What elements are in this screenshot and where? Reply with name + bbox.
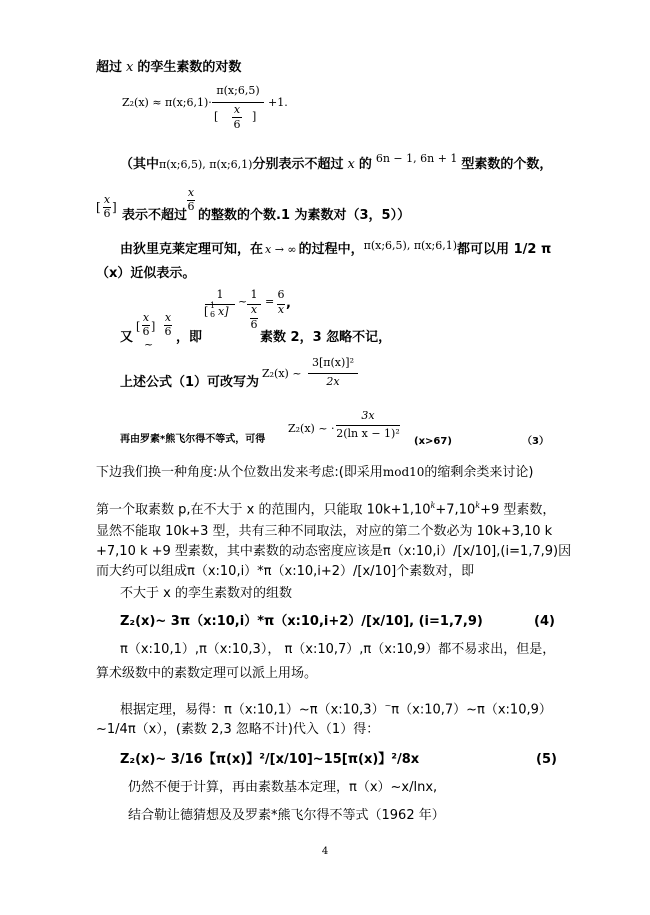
text: 又 [120, 330, 134, 345]
text: 分别表示不超过 [252, 157, 344, 172]
var-x: x [347, 157, 355, 172]
equation-number: (5) [536, 752, 557, 767]
frac-den: x] [218, 305, 229, 318]
equals: = [265, 295, 275, 308]
frac-num: x [187, 186, 195, 199]
paragraph-theorem-line1 [120, 698, 552, 718]
equation-number: (4) [534, 614, 555, 629]
floor-bracket: [ [96, 200, 101, 214]
condition: (x>67) [414, 436, 452, 447]
frac-den-inner: 6 [210, 310, 216, 319]
fraction-bar [336, 425, 400, 426]
text: 再由罗素*熊飞尔得不等式，可得 [120, 434, 266, 445]
formula-tail: +1. [268, 96, 288, 109]
text: ，即 [176, 330, 203, 345]
text: 上述公式（1）可改写为 [120, 375, 260, 390]
frac-num: 1 [250, 288, 258, 301]
text: 根据定理，易得：π（x:10,1）~π（x:10,3） [120, 702, 385, 718]
paragraph-pnt: 仍然不便于计算，再由素数基本定理，π（x）~x/lnx, [128, 780, 438, 795]
text: 型素数的个数， [461, 157, 553, 172]
frac-num: x [103, 193, 111, 206]
limit: x → ∞ [265, 243, 297, 256]
floor-bracket: [ [136, 320, 141, 333]
frac-den: x [250, 303, 258, 316]
frac-num: x [164, 311, 172, 324]
equation-5: Z₂(x)~ 3/16【π(x)】²/[x/10]~15[π(x)】²/8x [120, 752, 420, 767]
text: 超过 [96, 60, 123, 75]
inner-numerator: x [233, 103, 241, 116]
form-6n: 6n − 1, 6n + 1 [375, 152, 458, 165]
line-twin-prime-count-heading [96, 60, 241, 76]
paragraph-theorem-line2: ~1/4π（x），(素数 2,3 忽略不计)代入（1）得： [96, 722, 380, 737]
line-approx: （x）近似表示。 [96, 266, 196, 281]
text: +7,10 [435, 502, 476, 518]
text: 第一个取素数 p,在不大于 x 的范围内，只能取 10k+1,10 [96, 502, 431, 518]
text: π（x:10,7）~π（x:10,9） [391, 702, 552, 718]
text: 的缩剩余类来讨论) [424, 465, 534, 480]
text: , [286, 296, 291, 311]
text: 的整数的个数.1 为素数对（3，5）） [198, 208, 411, 223]
frac-den: 6 [250, 318, 258, 331]
paragraph-hard-line1: π（x:10,1）,π（x:10,3）， π（x:10,7）,π（x:10,9）都不易求出，但是， [120, 642, 556, 657]
pi-functions: π(x;6,5), π(x;6,1) [363, 239, 458, 252]
formula-numerator: 3x [361, 409, 375, 422]
formula-numerator: π(x;6,5) [216, 84, 260, 97]
text: 的过程中， [298, 242, 364, 257]
floor-bracket: ] [151, 320, 156, 333]
frac-den: 6 [164, 325, 172, 338]
paragraph-residue-line1 [96, 498, 555, 518]
line-dirichlet [120, 239, 552, 258]
tilde: ~ [144, 338, 154, 351]
frac-den: x [277, 303, 285, 316]
frac-den: 6 [187, 200, 195, 213]
text: 由狄里克莱定理可知，在 [120, 242, 264, 257]
formula-lhs: Z₂(x) ≈ π(x;6,1)· [122, 96, 212, 109]
mod10: mod10 [382, 465, 425, 479]
k-superscript: k [430, 501, 436, 510]
fraction-bar [308, 373, 358, 374]
tilde: ~ [384, 701, 392, 710]
formula-lhs: Z₂(x) ~ [262, 367, 302, 380]
text: +9 型素数， [480, 502, 556, 518]
frac-den-inner: 1 [210, 301, 216, 310]
paragraph-mod10 [96, 464, 533, 481]
frac-den: 6 [103, 207, 111, 220]
pi-functions: π(x;6,5), π(x;6,1) [159, 158, 253, 171]
paragraph-legendre: 结合勒让德猜想及及罗素*熊飞尔得不等式（1962 年） [128, 808, 445, 823]
text: 表示不超过 [122, 208, 188, 223]
text: 都可以用 1/2 π [457, 242, 552, 257]
frac-num: 1 [216, 288, 224, 301]
frac-den: 6 [142, 325, 150, 338]
paragraph-residue-line3: +7,10 k +9 型素数，其中素数的动态密度应该是π（x:10,i）/[x/10],(i=1,7,9)因 [96, 544, 572, 559]
paragraph-twin-count: 不大于 x 的孪生素数对的组数 [120, 586, 292, 601]
floor-brackets: [ [214, 110, 219, 123]
frac-den-bracket: [ [204, 305, 209, 318]
text: 的孪生素数的对数 [137, 60, 242, 75]
tilde: ~ [238, 295, 248, 308]
frac-num: 6 [277, 288, 285, 301]
page-number: 4 [321, 846, 329, 857]
formula-numerator: 3[π(x)]² [311, 356, 354, 369]
formula-denominator: 2x [326, 375, 340, 388]
frac-num: x [142, 311, 150, 324]
formula-lhs: Z₂(x) ~ · [288, 422, 335, 435]
equation-4: Z₂(x)~ 3π（x:10,i）*π（x:10,i+2）/[x/10], (i=1,7,9) [120, 614, 483, 629]
floor-bracket: ] [112, 200, 117, 214]
line-where-pi [120, 152, 553, 173]
floor-brackets: ] [252, 110, 257, 123]
paragraph-residue-line4: 而大约可以组成π（x:10,i）*π（x:10,i+2）/[x/10]个素数对，即 [96, 564, 475, 579]
text: 下边我们换一种角度:从个位数出发来考虑:(即采用 [96, 465, 383, 480]
k-superscript: k [475, 501, 481, 510]
equation-number: （3） [522, 436, 549, 447]
var-x: x [126, 60, 134, 75]
paragraph-hard-line2: 算术级数中的素数定理可以派上用场。 [96, 666, 318, 681]
text: 的 [358, 157, 372, 172]
text: （其中 [120, 157, 160, 172]
formula-denominator: 2(ln x − 1)² [336, 427, 400, 440]
text: 素数 2，3 忽略不记， [260, 330, 392, 345]
paragraph-residue-line2: 显然不能取 10k+3 型，共有三种不同取法，对应的第二个数必为 10k+3,10 k [96, 524, 553, 539]
inner-denominator: 6 [233, 118, 241, 131]
